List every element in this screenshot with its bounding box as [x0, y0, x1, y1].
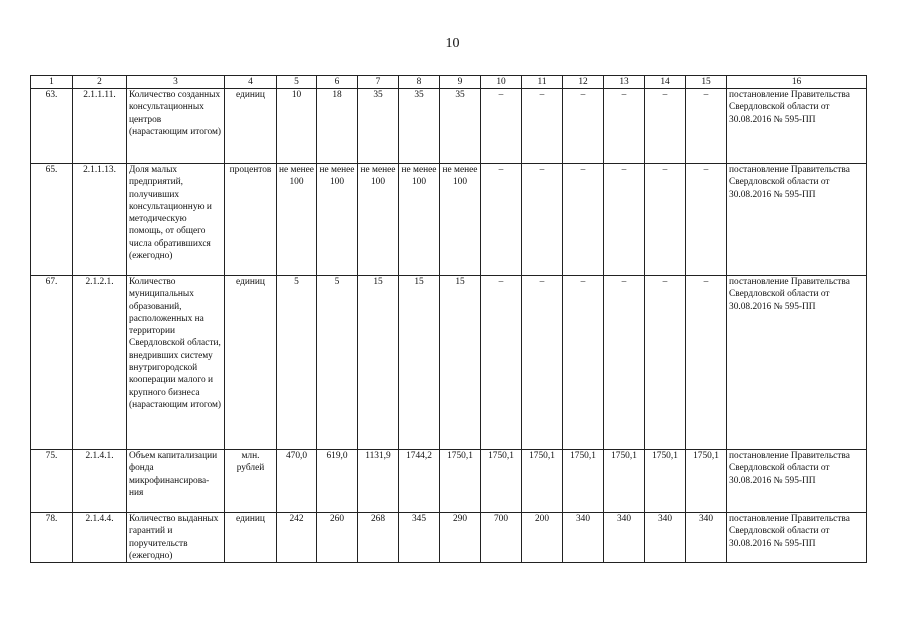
value-cell: 1744,2	[399, 450, 440, 513]
value-cell: 340	[645, 513, 686, 563]
value-cell: не менее 100	[277, 164, 317, 276]
column-header: 14	[645, 76, 686, 89]
value-cell: 1750,1	[563, 450, 604, 513]
value-cell: –	[522, 164, 563, 276]
value-cell: –	[563, 276, 604, 450]
indicator-name: Количество созданных консультационных центров (нарастающим итогом)	[127, 89, 225, 164]
value-cell: –	[645, 164, 686, 276]
unit-of-measure: млн. рублей	[225, 450, 277, 513]
value-cell: 18	[317, 89, 358, 164]
value-cell: 1750,1	[645, 450, 686, 513]
indicator-code: 2.1.2.1.	[73, 276, 127, 450]
column-header: 7	[358, 76, 399, 89]
value-cell: не менее 100	[358, 164, 399, 276]
value-cell: не менее 100	[440, 164, 481, 276]
column-header: 5	[277, 76, 317, 89]
value-cell: 5	[277, 276, 317, 450]
unit-of-measure: процентов	[225, 164, 277, 276]
row-number: 78.	[31, 513, 73, 563]
value-cell: 15	[440, 276, 481, 450]
value-cell: 35	[440, 89, 481, 164]
value-cell: 1131,9	[358, 450, 399, 513]
column-header: 15	[686, 76, 727, 89]
indicator-code: 2.1.1.13.	[73, 164, 127, 276]
value-cell: –	[563, 89, 604, 164]
value-cell: –	[481, 89, 522, 164]
source-document: постановление Правительства Свердловской области от 30.08.2016 № 595-ПП	[727, 89, 867, 164]
value-cell: 15	[399, 276, 440, 450]
value-cell: 35	[358, 89, 399, 164]
page-number: 10	[445, 36, 460, 51]
value-cell: не менее 100	[399, 164, 440, 276]
value-cell: –	[563, 164, 604, 276]
value-cell: –	[645, 276, 686, 450]
value-cell: 1750,1	[481, 450, 522, 513]
column-header: 10	[481, 76, 522, 89]
value-cell: 260	[317, 513, 358, 563]
header-row	[31, 76, 867, 89]
value-cell: 15	[358, 276, 399, 450]
column-header: 8	[399, 76, 440, 89]
row-number: 67.	[31, 276, 73, 450]
unit-of-measure: единиц	[225, 89, 277, 164]
column-header: 6	[317, 76, 358, 89]
value-cell: 470,0	[277, 450, 317, 513]
value-cell: 200	[522, 513, 563, 563]
indicator-code: 2.1.1.11.	[73, 89, 127, 164]
value-cell: 5	[317, 276, 358, 450]
indicators-table	[30, 75, 867, 563]
value-cell: 242	[277, 513, 317, 563]
column-header: 2	[73, 76, 127, 89]
value-cell: –	[686, 89, 727, 164]
value-cell: 268	[358, 513, 399, 563]
source-document: постановление Правительства Свердловской области от 30.08.2016 № 595-ПП	[727, 164, 867, 276]
value-cell: –	[686, 164, 727, 276]
source-document: постановление Правительства Свердловской области от 30.08.2016 № 595-ПП	[727, 450, 867, 513]
row-number: 65.	[31, 164, 73, 276]
indicator-code: 2.1.4.4.	[73, 513, 127, 563]
column-header: 11	[522, 76, 563, 89]
value-cell: –	[522, 89, 563, 164]
column-header: 3	[127, 76, 225, 89]
value-cell: 35	[399, 89, 440, 164]
indicator-name: Объем капитализации фонда микрофинансирова-ния	[127, 450, 225, 513]
value-cell: –	[686, 276, 727, 450]
value-cell: 345	[399, 513, 440, 563]
unit-of-measure: единиц	[225, 276, 277, 450]
value-cell: 340	[686, 513, 727, 563]
table-row	[31, 450, 867, 513]
column-header: 16	[727, 76, 867, 89]
value-cell: 700	[481, 513, 522, 563]
value-cell: –	[604, 276, 645, 450]
table-row	[31, 89, 867, 164]
source-document: постановление Правительства Свердловской области от 30.08.2016 № 595-ПП	[727, 513, 867, 563]
table-row	[31, 164, 867, 276]
unit-of-measure: единиц	[225, 513, 277, 563]
source-document: постановление Правительства Свердловской области от 30.08.2016 № 595-ПП	[727, 276, 867, 450]
table-row	[31, 513, 867, 563]
value-cell: –	[604, 164, 645, 276]
value-cell: –	[481, 276, 522, 450]
column-header: 9	[440, 76, 481, 89]
value-cell: –	[481, 164, 522, 276]
value-cell: 619,0	[317, 450, 358, 513]
column-header: 13	[604, 76, 645, 89]
row-number: 75.	[31, 450, 73, 513]
indicator-name: Количество муниципальных образований, расположенных на территории Свердловской области, внедривших систему внутригородской кооперации малого и крупного бизнеса (нарастающим итогом)	[127, 276, 225, 450]
row-number: 63.	[31, 89, 73, 164]
column-header: 4	[225, 76, 277, 89]
value-cell: –	[604, 89, 645, 164]
column-header: 1	[31, 76, 73, 89]
value-cell: не менее 100	[317, 164, 358, 276]
value-cell: 10	[277, 89, 317, 164]
indicator-name: Доля малых предприятий, получивших консультационную и методическую помощь, от общего числа обратившихся (ежегодно)	[127, 164, 225, 276]
column-header: 12	[563, 76, 604, 89]
value-cell: 1750,1	[522, 450, 563, 513]
value-cell: 290	[440, 513, 481, 563]
value-cell: –	[522, 276, 563, 450]
indicator-code: 2.1.4.1.	[73, 450, 127, 513]
value-cell: 1750,1	[440, 450, 481, 513]
value-cell: 1750,1	[604, 450, 645, 513]
table-row	[31, 276, 867, 450]
value-cell: –	[645, 89, 686, 164]
value-cell: 340	[604, 513, 645, 563]
value-cell: 340	[563, 513, 604, 563]
value-cell: 1750,1	[686, 450, 727, 513]
indicator-name: Количество выданных гарантий и поручительств (ежегодно)	[127, 513, 225, 563]
